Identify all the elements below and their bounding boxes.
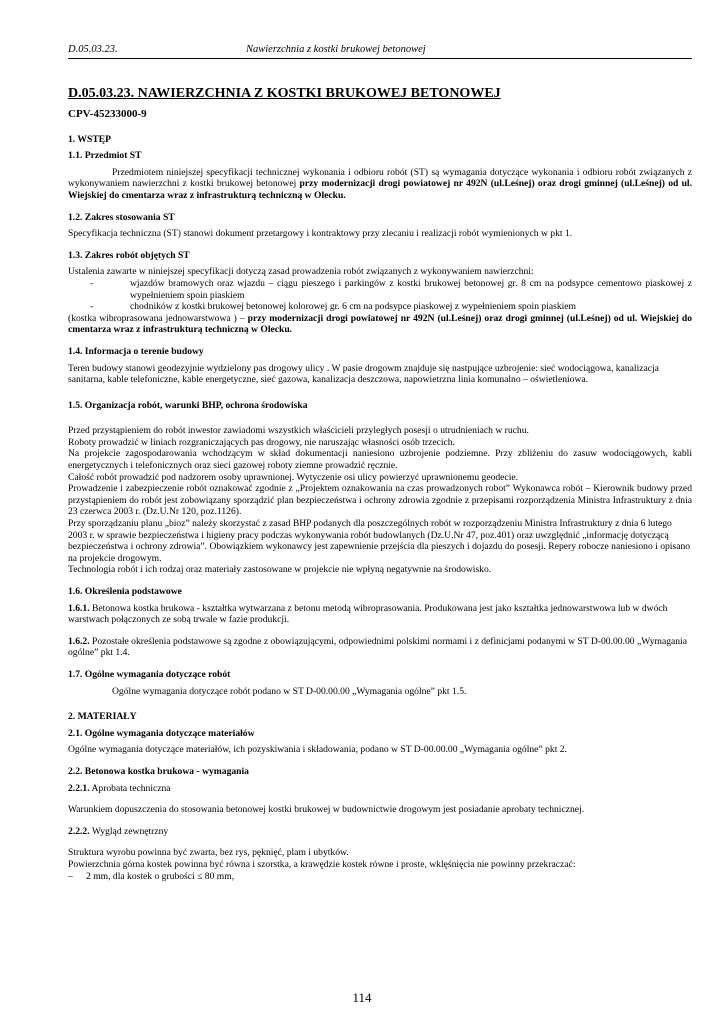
- definition-1-6-2: 1.6.2. Pozostałe określenia podstawowe są zgodne z obowiązującymi, odpowiednimi polskimi normami i z definicjami podanymi w ST D-00.00.00 „Wymagania ogólne” pkt 1.4.: [68, 635, 687, 659]
- paragraph-1-3-tail: (kostka wibroprasowana jednowarstwowa ) – przy modernizacji drogi powiatowej nr 492N (ul.Leśnej) oraz drogi gminnej (ul.Leśnej) od ul. Wiejskiej do cmentarza wraz z infrastrukturą techniczną w Olecku.: [68, 312, 692, 336]
- paragraph-1-7: Ogólne wymagania dotyczące robót podano w ST D-00.00.00 „Wymagania ogólne” pkt 1.5.: [112, 685, 467, 697]
- header-title: Nawierzchnia z kostki brukowej betonowej: [246, 44, 426, 55]
- dash-bullet: -: [90, 301, 94, 313]
- paragraph-1-5-6: Przy sporządzaniu planu „bioz” należy skorzystać z zasad BHP podanych dla poszczególnych robót w rozporządzeniu Ministra Infrastruktury z dnia 6 lutego 2003 r. w sprawie bezpieczeństwa i higieny pracy podczas wykonywania robót budowlanych (Dz.U.Nr 47, poz.401) oraz uwzględnić „informację dotyczącą bezpieczeństwa i ochrony zdrowia”. Obowiązkiem wykonawcy jest zapewnienie przejścia dla pieszych i dojazdu do posesji. Repery robocze naniesiono i opisano na projekcie drogowym.: [68, 518, 691, 564]
- paragraph-1-5-5: Prowadzenie i zabezpieczenie robót oznakować zgodnie z „Projektem oznakowania na czas prowadzonych robot” Wykonawca robót – Kierownik budowy przed przystąpieniem do robót jest zobowiązany sporządzić plan bezpieczeństwa i ochrony zdrowia zgodnie z przepisami rozporządzenia Ministra Infrastruktury z dnia 23 czerwca 2003 r. (Dz.U.Nr 120, poz.1126).: [68, 483, 692, 518]
- page-number: 114: [352, 990, 372, 1005]
- paragraph-1-4: Teren budowy stanowi geodezyjnie wydzielony pas drogowy ulicy . W pasie drogowm znajduje się nastpujące uzbrojenie: sieć wodociągowa, kanalizacja sanitarna, kable telefoniczne, kable energetyczne, sieć gazowa, kanalizacja deszczowa, napowietrzna linia komunalno – oświetleniowa.: [68, 362, 659, 386]
- paragraph-2-2-2-a: Struktura wyrobu powinna być zwarta, bez rys, pęknięć, plam i ubytków.: [68, 847, 349, 859]
- section-heading-2-2: 2.2. Betonowa kostka brukowa - wymagania: [68, 765, 249, 777]
- paragraph-1-2: Specyfikacja techniczna (ST) stanowi dokument przetargowy i kontraktowy przy zlecaniu i realizacji robót wymienionych w pkt 1.: [68, 228, 573, 240]
- definition-1-6-1: 1.6.1. Betonowa kostka brukowa - kształtka wytwarzana z betonu metodą wibroprasowania. Produkowana jest jako kształtka jednowarstwowa lub w dwóch warstwach połączonych ze sobą trwale w fazie produkcji.: [68, 602, 668, 626]
- document-body: [68, 86, 692, 882]
- paragraph-1-5-4: Całość robót prowadzić pod nadzorem osoby uprawnionej. Wytyczenie osi ulicy powierzyć uprawnionemu geodecie.: [68, 471, 519, 483]
- dash-bullet: –: [68, 870, 73, 882]
- subheading-2-2-2: 2.2.2. Wygląd zewnętrzny: [68, 825, 169, 837]
- paragraph-2-1: Ogólne wymagania dotyczące materiałów, ich pozyskiwania i składowania, podano w ST D-00.00.00 „Wymagania ogólne” pkt 2.: [68, 744, 567, 756]
- paragraph-1-1: Przedmiotem niniejszej specyfikacji technicznej wykonania i odbioru robót (ST) są wymagania dotyczące wykonania i odbioru robót związanych z wykonywaniem nawierzchni z kostki brukowej betonowej przy modernizacji drogi powiatowej nr 492N (ul.Leśnej) oraz drogi gminnej (ul.Leśnej) od ul. Wiejskiej do cmentarza wraz z infrastrukturą techniczną w Olecku.: [68, 166, 692, 201]
- header-rule: [68, 58, 692, 59]
- paragraph-1-5-7: Technologia robót i ich rodzaj oraz materiały zastosowane w projekcie nie wpłyną negatywnie na środowisko.: [68, 564, 492, 576]
- section-heading-1-1: 1.1. Przedmiot ST: [68, 150, 142, 162]
- cpv-code: CPV-45233000-9: [68, 108, 147, 120]
- running-header: [68, 44, 692, 58]
- header-code: D.05.03.23.: [68, 44, 118, 55]
- list-item: – 2 mm, dla kostek o grubości ≤ 80 mm,: [68, 870, 235, 882]
- document-title: D.05.03.23. NAWIERZCHNIA Z KOSTKI BRUKOWEJ BETONOWEJ: [68, 86, 501, 101]
- section-heading-1-2: 1.2. Zakres stosowania ST: [68, 211, 175, 223]
- section-heading-2: 2. MATERIAŁY: [68, 711, 137, 723]
- subheading-2-2-1: 2.2.1. Aprobata techniczna: [68, 782, 171, 794]
- section-heading-1-4: 1.4. Informacja o terenie budowy: [68, 345, 204, 357]
- section-heading-1-3: 1.3. Zakres robót objętych ST: [68, 249, 190, 261]
- section-heading-1-5: 1.5. Organizacja robót, warunki BHP, ochrona środowiska: [68, 399, 308, 411]
- paragraph-1-3-intro: Ustalenia zawarte w niniejszej specyfikacji dotyczą zasad prowadzenia robót związanych z wykonywaniem nawierzchni:: [68, 266, 534, 278]
- paragraph-2-2-1: Warunkiem dopuszczenia do stosowania betonowej kostki brukowej w budownictwie drogowym jest posiadanie aprobaty technicznej.: [68, 804, 585, 816]
- paragraph-1-5-3: Na projekcie zagospodarowania wchodzącym w skład dokumentacji naniesiono uzbrojenie podziemne. Przy zbliżeniu do zasuw wodociągowych, kabli energetycznych i telefonicznych oraz sieci gazowej roboty ziemne prowadzić ręcznie.: [68, 448, 692, 472]
- section-heading-2-1: 2.1. Ogólne wymagania dotyczące materiałów: [68, 727, 255, 739]
- list-item: - chodników z kostki brukowej betonowej kolorowej gr. 6 cm na podsypce piaskowej z wypełnieniem spoin piaskiem: [90, 301, 577, 313]
- section-heading-1: 1. WSTĘP: [68, 133, 112, 145]
- list-item: - wjazdów bramowych oraz wjazdu – ciągu pieszego i parkingów z kostki brukowej betonowej gr. 8 cm na podsypce cementowo piaskowej z wypełnieniem spoin piaskiem: [90, 277, 692, 301]
- section-heading-1-6: 1.6. Określenia podstawowe: [68, 586, 182, 597]
- paragraph-1-5-2: Roboty prowadzić w liniach rozgraniczających pas drogowy, nie naruszając własności osób trzecich.: [68, 436, 455, 448]
- dash-bullet: -: [90, 277, 94, 289]
- paragraph-2-2-2-b: Powierzchnia górna kostek powinna być równa i szorstka, a krawędzie kostek równe i proste, wklęśnięcia nie powinny przekraczać:: [68, 858, 576, 870]
- section-heading-1-7: 1.7. Ogólne wymagania dotyczące robót: [68, 668, 231, 680]
- paragraph-1-5-1: Przed przystąpieniem do robót inwestor zawiadomi wszystkich właścicieli przyległych posesji o utrudnieniach w ruchu.: [68, 425, 529, 437]
